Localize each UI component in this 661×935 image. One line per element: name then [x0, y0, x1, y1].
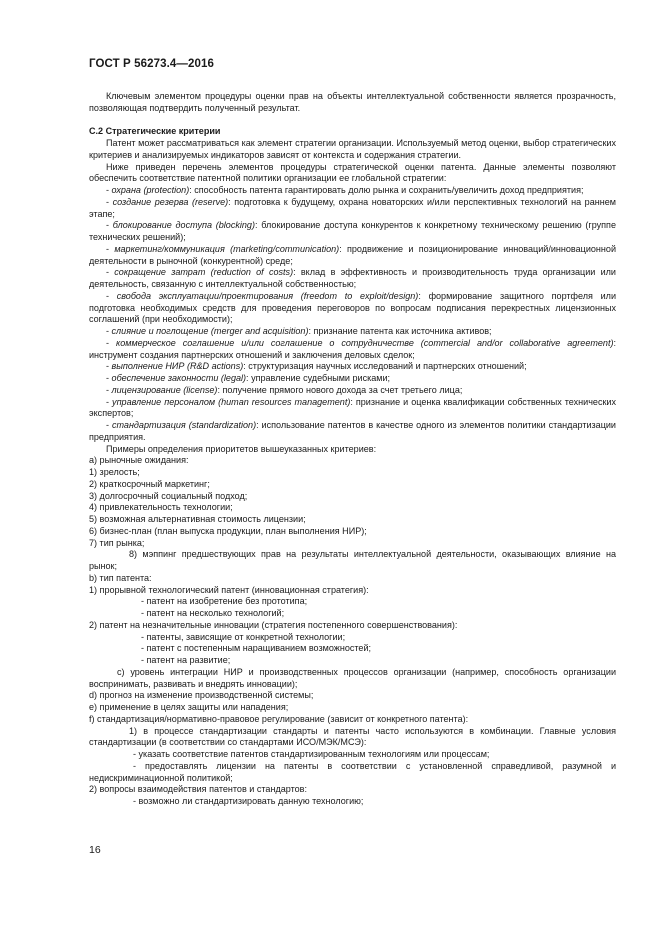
- list-item: - лицензирование (license): получение прямого нового дохода за счет третьего лица;: [106, 384, 463, 395]
- list-c: с) уровень интеграции НИР и производственных процессов организации (например, способность организации воспринимать, развивать и внедрять инновации);: [89, 666, 616, 689]
- list-b-label: b) тип патента:: [89, 572, 152, 583]
- list-item: 2) патент на незначительные инновации (стратегия постепенного совершенствования):: [89, 619, 458, 630]
- list-item: - охрана (protection): способность патента гарантировать долю рынка и сохранить/увеличить доход предприятия;: [106, 185, 584, 195]
- list-item: - указать соответствие патентов стандартизированным технологиям или процессам;: [133, 749, 490, 759]
- list-item: - коммерческое соглашение и/или соглашение о сотрудничестве (commercial and/or collaborative agreement): инструмент создания партнерских отношений и заключения деловых сделок;: [89, 337, 617, 360]
- list-item: - предоставлять лицензии на патенты в соответствии с установленной справедливой, разумной и недискриминационной политикой;: [89, 760, 616, 783]
- list-item: 1) в процессе стандартизации стандарты и патенты часто используются в комбинации. Главные условия стандартизации (в соответствии со стандартами ИСО/МЭК/МСЭ):: [89, 725, 616, 748]
- section-title: С.2 Стратегические критерии: [89, 126, 221, 137]
- criteria-list: [89, 185, 616, 444]
- document-header: ГОСТ Р 56273.4—2016: [89, 58, 214, 70]
- list-item: - патент на изобретение без прототипа;: [141, 596, 308, 607]
- list-item: - патенты, зависящие от конкретной технологии;: [141, 631, 346, 642]
- list-item: - патент на несколько технологий;: [141, 608, 285, 618]
- list-d: d) прогноз на изменение производственной системы;: [89, 690, 314, 701]
- list-item: - сокращение затрат (reduction of costs): вклад в эффективность и производительность труда организации или деятельность, связанную с интеллектуальной собственностью;: [89, 267, 616, 289]
- list-item: - возможно ли стандартизировать данную технологию;: [133, 796, 364, 806]
- list-item: 1) зрелость;: [89, 467, 140, 477]
- list-item: - создание резерва (reserve): подготовка к будущему, охрана новаторских и/или перспективных технологий на раннем этапе;: [89, 196, 616, 219]
- list-a-label: а) рыночные ожидания:: [89, 455, 189, 466]
- intro-paragraph: Ключевым элементом процедуры оценки прав на объекты интеллектуальной собственности является прозрачность, позволяющая подтвердить полученный результат.: [89, 91, 616, 113]
- list-item: - выполнение НИР (R&D actions): структуризация научных исследований и партнерских отношений;: [106, 361, 527, 372]
- list-f-label: f) стандартизация/нормативно-правовое регулирование (зависит от конкретного патента):: [89, 713, 469, 724]
- list-item: 4) привлекательность технологии;: [89, 502, 233, 513]
- list-item: 2) вопросы взаимодействия патентов и стандартов:: [89, 784, 307, 795]
- list-item: - патент на развитие;: [141, 655, 231, 665]
- list-item: - свобода эксплуатации/проектирования (freedom to exploit/design): формирование защитного портфеля или подготовка необходимых средств для проведения переговоров по вопросам подписания перекрестных лицензионных соглашений (при необходимости);: [89, 290, 617, 325]
- list-item: 7) тип рынка;: [89, 537, 145, 548]
- paragraph: Патент может рассматриваться как элемент стратегии организации. Используемый метод оценки, выбор стратегических критериев и анализируемых индикаторов зависят от контекста и содержания стратегии.: [89, 138, 616, 160]
- list-item: 1) прорывной технологический патент (инновационная стратегия):: [89, 584, 369, 595]
- list-item: 2) краткосрочный маркетинг;: [89, 478, 210, 489]
- list-item: - стандартизация (standardization): использование патентов в качестве одного из элементов политики стандартизации предприятия.: [89, 420, 616, 442]
- list-item: 6) бизнес-план (план выпуска продукции, план выполнения НИР);: [89, 525, 367, 536]
- list-item: - патент с постепенным наращиванием возможностей;: [141, 643, 372, 654]
- examples-intro: Примеры определения приоритетов вышеуказанных критериев:: [106, 443, 377, 454]
- list-item: - слияние и поглощение (merger and acquisition): признание патента как источника активов;: [106, 326, 492, 336]
- page-body: [89, 91, 616, 808]
- page-number: 16: [89, 844, 101, 856]
- list-item: 3) долгосрочный социальный подход;: [89, 490, 248, 501]
- list-item: - блокирование доступа (blocking): блокирование доступа конкурентов к конкретному техническому решению (группе технических решений);: [89, 220, 616, 242]
- list-item: - обеспечение законности (legal): управление судебными рисками;: [106, 373, 391, 383]
- list-item: - управление персоналом (human resources management): признание и оценка квалификации собственных технических экспертов;: [89, 396, 617, 419]
- list-e: е) применение в целях защиты или нападения;: [89, 702, 289, 712]
- list-item: 8) мэппинг предшествующих прав на результаты интеллектуальной деятельности, оказывающих влияние на рынок;: [89, 549, 616, 571]
- list-item: 5) возможная альтернативная стоимость лицензии;: [89, 514, 306, 524]
- list-item: - маркетинг/коммуникация (marketing/communication): продвижение и позиционирование инноваций/инновационной деятельности в рыночной (конкурентной) среде;: [89, 243, 616, 266]
- paragraph: Ниже приведен перечень элементов процедуры стратегической оценки патента. Данные элементы позволяют обеспечить соответствие патентной политики организации ее глобальной стратегии:: [89, 161, 616, 184]
